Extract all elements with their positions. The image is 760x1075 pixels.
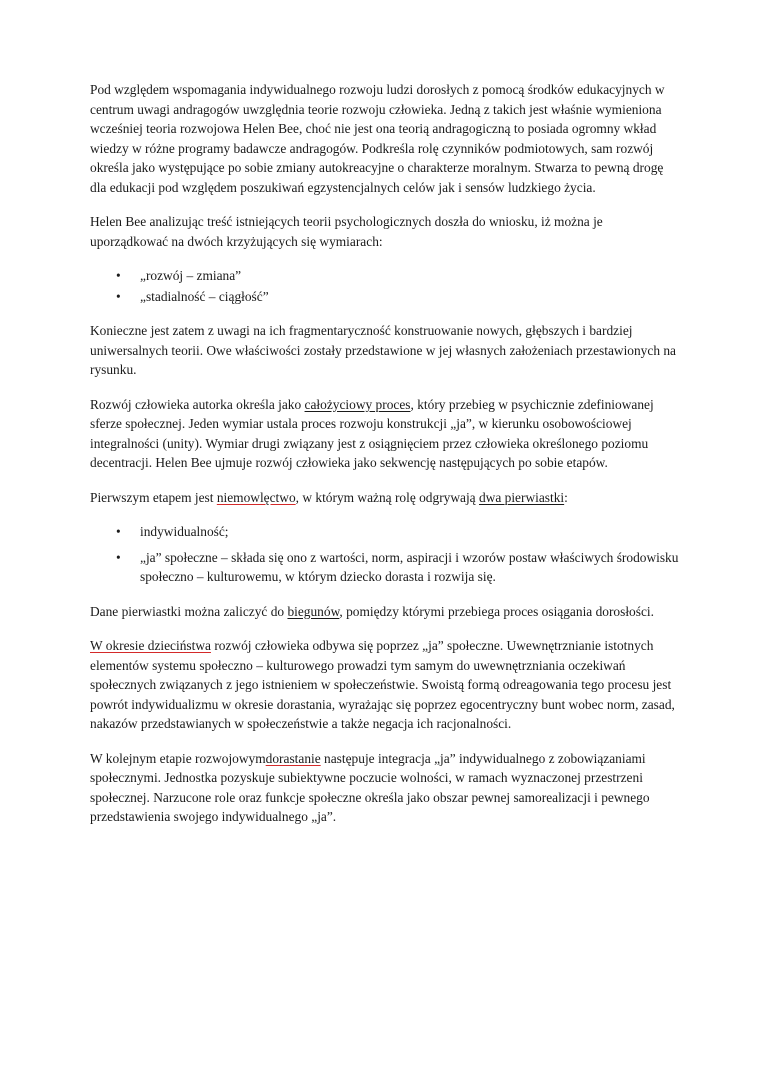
paragraph-adolescence	[90, 749, 680, 827]
paragraph-dimensions: Helen Bee analizując treść istniejących teorii psychologicznych doszła do wniosku, iż można je uporządkować na dwóch krzyżujących się wymiarach:	[90, 214, 603, 249]
bullet-icon: •	[116, 549, 121, 565]
text-run: Dane pierwiastki można zaliczyć do	[90, 603, 288, 619]
bullet-icon: •	[116, 268, 121, 283]
text-run: W kolejnym etapie rozwojowym	[90, 750, 266, 766]
text-run: , pomiędzy którymi przebiega proces osiągania dorosłości.	[339, 603, 654, 619]
paragraph-infancy	[90, 488, 680, 508]
list-item	[90, 522, 680, 542]
text-run: , który przebieg w psychicznie zdefiniowanej sferze społecznej. Jeden wymiar ustala proces rozwoju konstrukcji „ja”, w kierunku osobowościowej integralności (unity). Wymiar drugi związany jest z osiągnięciem przez człowieka określonego poziomu decentracji. Helen Bee ujmuje rozwój człowieka jako sekwencję następujących po sobie etapów.	[90, 396, 654, 470]
text-run: Rozwój człowieka autorka określa jako	[90, 396, 305, 412]
document-page	[90, 80, 680, 842]
paragraph-lifelong-process	[90, 395, 680, 473]
paragraph-new-theories: Konieczne jest zatem z uwagi na ich fragmentaryczność konstruowanie nowych, głębszych i bardziej uniwersalnych teorii. Owe właściwości zostały przedstawione w jej własnych założeniach przestawionych na rysunku.	[90, 323, 677, 377]
text-run: rozwój człowieka odbywa się poprzez „ja” społeczne. Uwewnętrznianie istotnych elementów systemu społeczno – kulturowego prowadzi tym samym do uwewnętrzniania oczekiwań społecznych związanych z jego istnieniem w społeczeństwie. Swoistą formą odreagowania tego procesu jest powrót indywidualizmu w okresie dorastania, wyrażając się poprzez egocentryczny bunt wobec norm, zasad, nakazów przedstawianych w społeczeństwie a także negacja ich racjonalności.	[90, 638, 675, 731]
text-run: następuje integracja „ja” indywidualnego z zobowiązaniami społecznymi. Jednostka pozyskuje subiektywne poczucie wolności, w ramach wyznaczonej przestrzeni społecznej. Narzucone role oraz funkcje społeczne określa jako obszar pewnej samorealizacji i pewnego przedstawienia swojego indywidualnego „ja”.	[90, 750, 650, 824]
list-item	[90, 548, 680, 587]
underlined-term: niemowlęctwo	[216, 489, 296, 505]
text-run: , w którym ważną rolę odgrywają	[295, 489, 479, 505]
list-item-text: indywidualność;	[140, 524, 229, 539]
list-item	[90, 266, 680, 286]
underlined-term: całożyciowy proces	[304, 396, 411, 412]
dimensions-list	[90, 266, 680, 306]
list-item-text: „stadialność – ciągłość”	[140, 288, 269, 304]
underlined-term: dorastanie	[265, 750, 321, 766]
list-item	[90, 287, 680, 307]
list-item-text: „ja” społeczne – składa się ono z wartości, norm, aspiracji i wzorów postaw właściwych środowisku społeczno – kulturowemu, w którym dziecko dorasta i rozwija się.	[140, 549, 679, 584]
underlined-term: dwa pierwiastki	[478, 489, 565, 505]
underlined-term: biegunów	[287, 603, 340, 619]
bullet-icon: •	[116, 524, 121, 539]
underlined-term: W okresie dzieciństwa	[90, 638, 211, 653]
text-run: :	[564, 489, 568, 505]
paragraph-poles	[90, 602, 680, 622]
list-item-text: „rozwój – zmiana”	[140, 268, 242, 283]
bullet-icon: •	[116, 288, 121, 304]
paragraph-intro: Pod względem wspomagania indywidualnego rozwoju ludzi dorosłych z pomocą środków edukacyjnych w centrum uwagi andragogów uwzględnia teorie rozwoju człowieka. Jedną z takich jest właśnie wymieniona wcześniej teoria rozwojowa Helen Bee, choć nie jest ona teorią andragogiczną to posiada ogromny wkład wiedzy w różne programy badawcze andragogów. Podkreśla rolę czynników podmiotowych, sam rozwój określa jako występujące po sobie zmiany autokreacyjne o charakterze moralnym. Stwarza to pewną drogę dla edukacji pod względem poszukiwań egzystencjalnych celów jak i sensów ludzkiego życia.	[90, 82, 665, 195]
paragraph-childhood	[90, 636, 680, 734]
text-run: Pierwszym etapem jest	[90, 489, 217, 505]
elements-list	[90, 522, 680, 587]
